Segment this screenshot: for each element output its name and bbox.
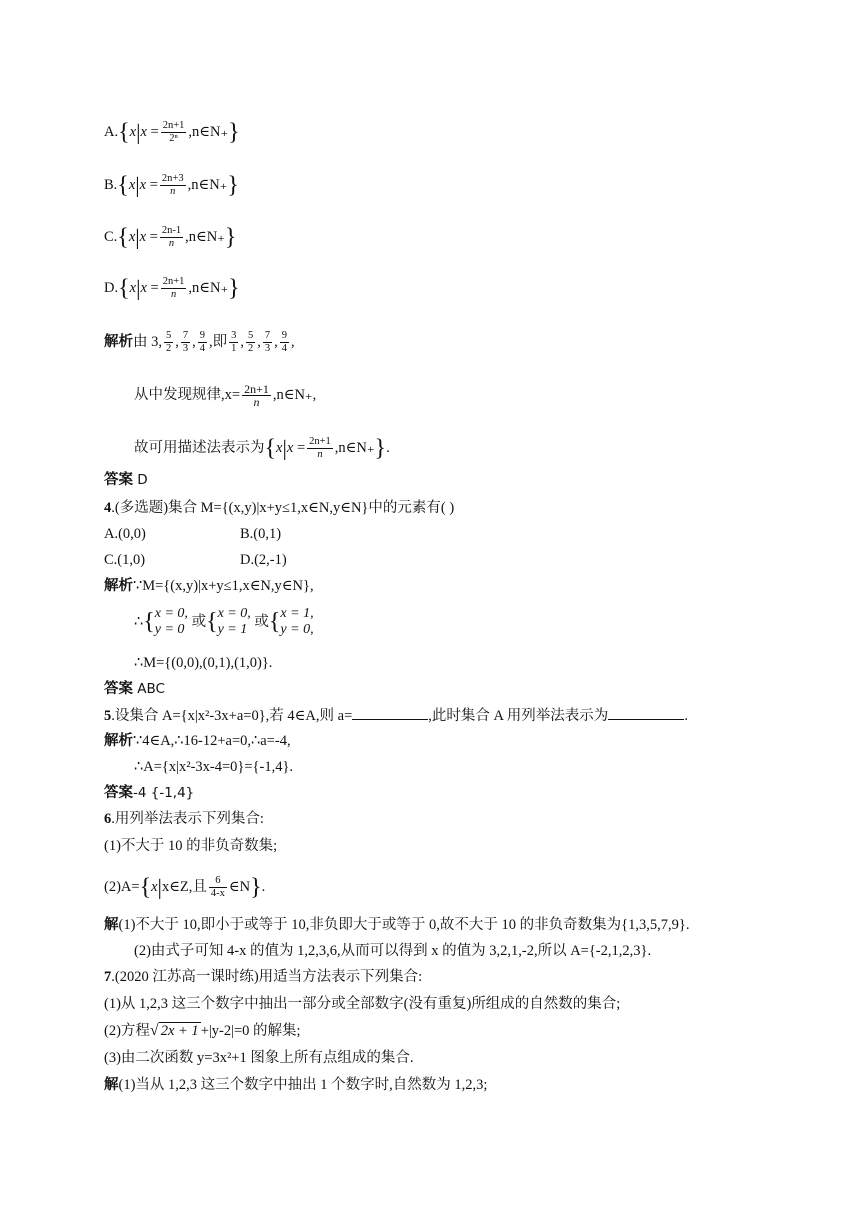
q3-analysis-line2: 从中发现规律,x= $\frac{2n+1}{n}$ ,n∈N₊, — [134, 382, 317, 409]
option-d: D.{x|x = $\frac{2n+1}{n}$ ,n∈N₊} — [104, 275, 240, 302]
answer-blank — [608, 705, 684, 720]
solution-label: 解 — [104, 1077, 119, 1093]
option-b-fraction: $\frac{2n+3}{n}$ — [161, 173, 184, 197]
q3-answer: 答案 D — [104, 472, 148, 488]
q5-answer: 答案-4 {-1,4} — [104, 785, 195, 801]
question-number: 7 — [104, 969, 112, 985]
q6-part1: (1)不大于 10 的非负奇数集; — [104, 838, 278, 854]
analysis-label: 解析 — [104, 333, 133, 350]
q5-analysis-line1: 解析∵4∈A,∴16-12+a=0,∴a=-4, — [104, 733, 291, 749]
answer-label: 答案 — [104, 472, 133, 488]
q6-stem: 6.用列举法表示下列集合: — [104, 811, 264, 827]
q6-solution-1: 解(1)不大于 10,即小于或等于 10,非负即大于或等于 0,故不大于 10 的非负奇数集为{1,3,5,7,9}. — [104, 917, 690, 933]
option-c: C.{x|x = $\frac{2n-1}{n}$ ,n∈N₊} — [104, 224, 237, 251]
option-c-fraction: $\frac{2n-1}{n}$ — [161, 225, 182, 249]
q4-option-b: B.(0,1) — [240, 526, 282, 542]
option-a-label: A. — [104, 123, 119, 140]
q4-option-a: A.(0,0) — [104, 526, 146, 542]
option-b-label: B. — [104, 176, 118, 193]
answer-label: 答案 — [104, 785, 133, 801]
option-c-label: C. — [104, 228, 118, 245]
q5-stem: 5.设集合 A={x|x²-3x+a=0},若 4∈A,则 a= ,此时集合 A 用列举法表示为 . — [104, 705, 688, 726]
q4-option-d: D.(2,-1) — [240, 552, 287, 568]
q4-analysis-line1: 解析∵M={(x,y)|x+y≤1,x∈N,y∈N}, — [104, 578, 314, 594]
option-b: B.{x|x = $\frac{2n+3}{n}$ ,n∈N₊} — [104, 172, 239, 199]
sqrt-expression: 2x + 1 — [160, 1023, 199, 1039]
q6-part2: (2)A={x|x∈Z,且 $\frac{6}{4-x}$ ∈N}. — [104, 874, 266, 901]
q4-analysis-system: ∴{x = 0, y = 0 或{x = 0, y = 1 或{x = 1, y = 0, — [134, 606, 314, 637]
answer-label: 答案 — [104, 681, 133, 697]
q7-solution-1: 解(1)当从 1,2,3 这三个数字中抽出 1 个数字时,自然数为 1,2,3; — [104, 1077, 488, 1093]
solution-label: 解 — [104, 917, 119, 933]
analysis-label: 解析 — [104, 578, 133, 594]
q3-analysis-line1: 解析由 3, $\frac{5}{2}$ , $\frac{7}{3}$ , $\frac{9}{4}$ ,即 $\frac{3}{1}$ , $\frac{5}{2}$ , $\frac{7}{3}$ , $\frac{9}{4}$ , — [104, 330, 295, 354]
q3-analysis-line3: 故可用描述法表示为{x|x = $\frac{2n+1}{n}$ ,n∈N₊}. — [134, 435, 390, 462]
q6-solution-2: (2)由式子可知 4-x 的值为 1,2,3,6,从而可以得到 x 的值为 3,2,1,-2,所以 A={-2,1,2,3}. — [134, 943, 652, 959]
option-a: A.{x|x = $\frac{2n+1}{\text{2ⁿ}}$ ,n∈N₊} — [104, 119, 240, 146]
q7-part1: (1)从 1,2,3 这三个数字中抽出一部分或全部数字(没有重复)所组成的自然数的集合; — [104, 996, 621, 1012]
question-number: 6 — [104, 811, 112, 827]
q4-answer: 答案 ABC — [104, 681, 165, 697]
q4-option-c: C.(1,0) — [104, 552, 146, 568]
q4-analysis-line3: ∴M={(0,0),(0,1),(1,0)}. — [134, 655, 273, 671]
option-a-fraction: $\frac{2n+1}{\text{2ⁿ}}$ — [162, 120, 185, 144]
question-number: 4 — [104, 500, 112, 516]
option-d-label: D. — [104, 279, 119, 296]
analysis-label: 解析 — [104, 733, 133, 749]
question-number: 5 — [104, 708, 112, 724]
q5-analysis-line2: ∴A={x|x²-3x-4=0}={-1,4}. — [134, 759, 294, 775]
q7-part2: (2)方程√ 2x + 1 +|y-2|=0 的解集; — [104, 1022, 301, 1039]
q7-stem: 7.(2020 江苏高一课时练)用适当方法表示下列集合: — [104, 969, 423, 985]
q4-stem: 4.(多选题)集合 M={(x,y)|x+y≤1,x∈N,y∈N}中的元素有( ) — [104, 500, 455, 516]
answer-blank — [352, 705, 428, 720]
option-d-fraction: $\frac{2n+1}{n}$ — [162, 276, 185, 300]
q7-part3: (3)由二次函数 y=3x²+1 图象上所有点组成的集合. — [104, 1050, 414, 1066]
